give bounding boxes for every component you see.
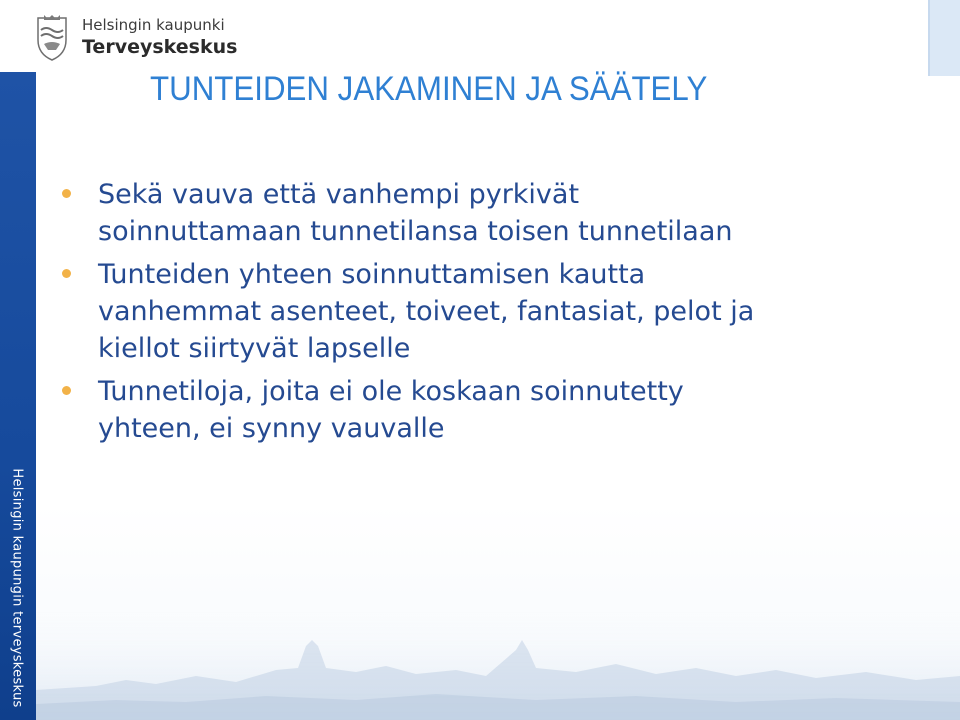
- corner-decoration: [928, 0, 960, 76]
- bullet-dot-icon: [62, 189, 71, 198]
- logo-city-name: Helsingin kaupunki: [82, 16, 225, 34]
- bullet-item: [60, 256, 910, 367]
- bullet-list: [60, 176, 910, 453]
- bullet-dot-icon: [62, 269, 71, 278]
- helsinki-crest-icon: [32, 14, 72, 62]
- side-band-text: [6, 468, 28, 708]
- side-band-label: Helsingin kaupungin terveyskeskus: [9, 468, 25, 708]
- bullet-dot-icon: [62, 386, 71, 395]
- slide-title: TUNTEIDEN JAKAMINEN JA SÄÄTELY: [150, 70, 708, 108]
- bullet-text: Tunteiden yhteen soinnuttamisen kautta vanhemmat asenteet, toiveet, fantasiat, pelot ja kiellot siirtyvät lapselle: [98, 259, 755, 364]
- logo: [32, 14, 238, 64]
- city-skyline-image: [36, 610, 960, 720]
- bullet-item: [60, 176, 910, 250]
- logo-organization-name: Terveyskeskus: [82, 36, 238, 58]
- bullet-item: [60, 373, 910, 447]
- bullet-text: Sekä vauva että vanhempi pyrkivät soinnuttamaan tunnetilansa toisen tunnetilaan: [98, 179, 733, 247]
- bullet-text: Tunnetiloja, joita ei ole koskaan soinnutetty yhteen, ei synny vauvalle: [98, 376, 684, 444]
